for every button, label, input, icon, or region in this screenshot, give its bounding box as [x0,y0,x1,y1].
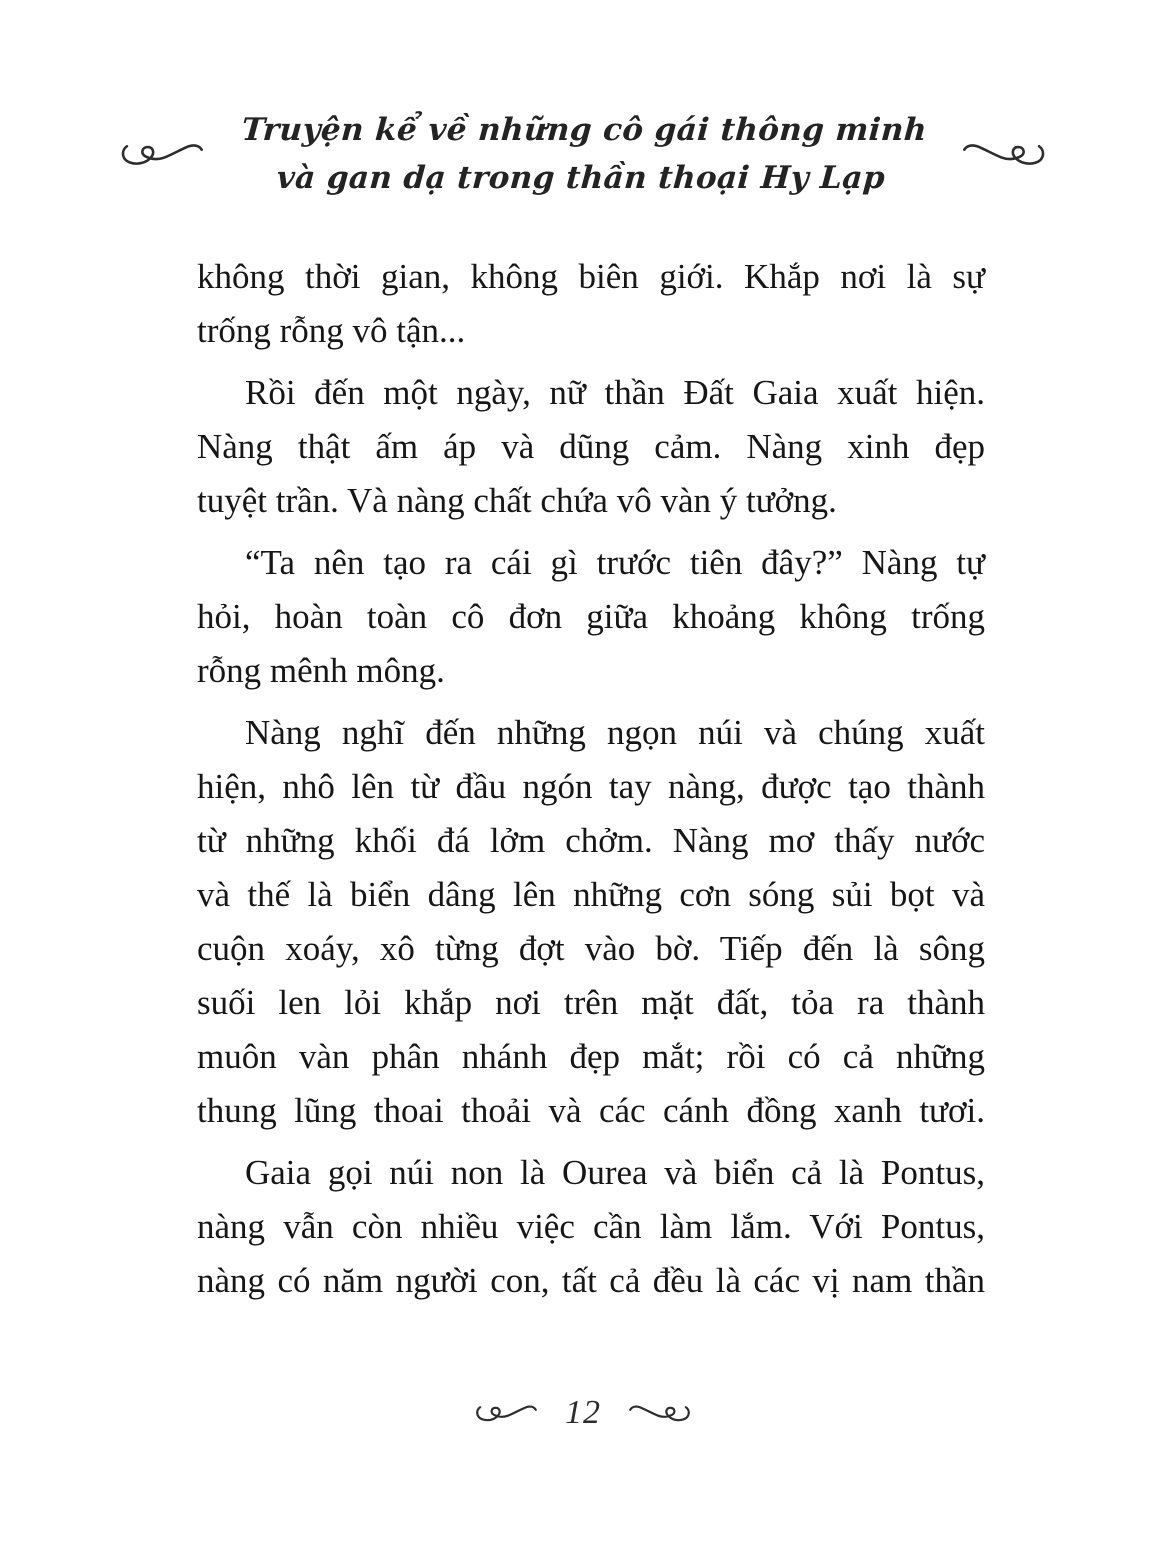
text-line: thung lũng thoai thoải và các cánh đồng xanh tươi. [197,1091,985,1130]
text-line: “Ta nên tạo ra cái gì trước tiên đây?” Nàng tự [245,543,985,582]
paragraph [197,250,985,358]
text-line: nàng có năm người con, tất cả đều là các vị nam thần [197,1261,985,1300]
paragraph [197,1146,985,1308]
paragraph [197,706,985,1138]
text-line: không thời gian, không biên giới. Khắp nơi là sự [197,257,985,296]
page-number: 12 [565,1394,601,1431]
text-line: tuyệt trần. Và nàng chất chứa vô vàn ý tưởng. [197,481,837,520]
footer-flourish-left-icon [475,1401,539,1425]
text-line: Gaia gọi núi non là Ourea và biển cả là Pontus, [245,1153,985,1192]
text-line: nàng vẫn còn nhiều việc cần làm lắm. Với Pontus, [197,1207,985,1246]
running-title-line2: và gan dạ trong thần thoại Hy Lạp [275,160,887,196]
page-footer [0,1392,1166,1434]
running-title [237,106,929,202]
text-line: hiện, nhô lên từ đầu ngón tay nàng, được tạo thành [197,767,985,806]
text-line: suối len lỏi khắp nơi trên mặt đất, tỏa ra thành [197,983,985,1022]
text-line: Rồi đến một ngày, nữ thần Đất Gaia xuất hiện. [245,373,985,412]
paragraph [197,536,985,698]
flourish-right-icon [960,137,1046,171]
footer-flourish-right-icon [627,1401,691,1425]
flourish-left-icon [120,137,206,171]
text-line: rỗng mênh mông. [197,651,445,690]
text-line: Nàng thật ấm áp và dũng cảm. Nàng xinh đẹp [197,427,985,466]
text-line: Nàng nghĩ đến những ngọn núi và chúng xuất [245,713,985,752]
page-header [0,106,1166,202]
text-line: trống rỗng vô tận... [197,311,466,350]
text-line: muôn vàn phân nhánh đẹp mắt; rồi có cả những [197,1037,985,1076]
text-line: hỏi, hoàn toàn cô đơn giữa khoảng không trống [197,597,985,636]
page-body [197,250,985,1308]
paragraph [197,366,985,528]
text-line: và thế là biển dâng lên những cơn sóng sủi bọt và [197,875,985,914]
running-title-line1: Truyện kể về những cô gái thông minh [240,112,929,148]
text-line: cuộn xoáy, xô từng đợt vào bờ. Tiếp đến là sông [197,929,985,968]
text-line: từ những khối đá lởm chởm. Nàng mơ thấy nước [197,821,985,860]
